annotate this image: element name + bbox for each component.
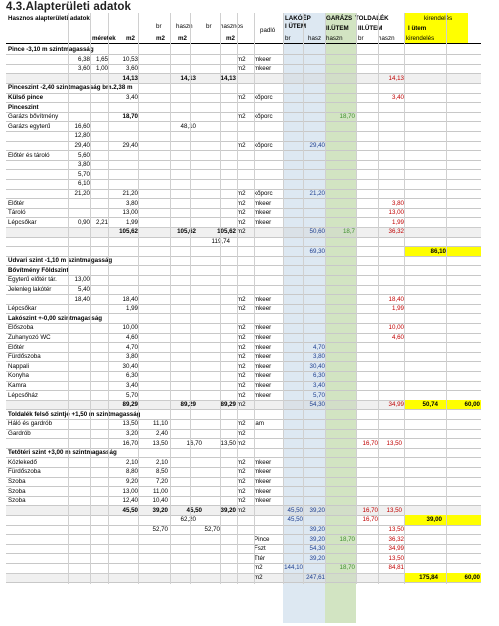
header-lakoep-br: br <box>285 35 291 42</box>
column-divider <box>190 13 191 584</box>
row-divider <box>6 544 481 545</box>
cell-hasznos: 52,70 <box>204 526 220 533</box>
cell-m2: 30,40 <box>122 362 138 370</box>
header-kir-sub: kirendelés <box>406 35 435 42</box>
cell-iii-br: 16,70 <box>362 506 378 514</box>
cell-lh: 54,30 <box>309 401 325 409</box>
cell-kir: 34,99 <box>388 401 404 409</box>
cell-hasznos-total: 119,74 <box>211 238 230 245</box>
cell-padlo: m2 <box>254 574 263 581</box>
cell-hasznos: 89,29 <box>220 401 236 409</box>
cell-kir: 4,60 <box>391 334 404 341</box>
header-iii-utem: III.ÜTEM <box>358 25 383 32</box>
cell-padlo: mkeer <box>254 372 272 380</box>
cell-label: Lépcsőkar <box>8 218 37 226</box>
cell-br: 89,29 <box>180 401 196 409</box>
cell-padlo: mkeer <box>254 458 272 466</box>
cell-m2: 13,00 <box>122 209 138 217</box>
cell-unit: m2 <box>237 497 246 505</box>
cell-label: Fürdőszoba <box>8 468 41 476</box>
cell-lh: 29,40 <box>309 142 325 149</box>
header-haszn3: haszn <box>378 35 395 42</box>
row-divider <box>6 525 481 526</box>
header-toldalek: TOLDALÉK <box>355 15 389 22</box>
cell-lh: 3,80 <box>312 353 325 361</box>
cell-padlo: lam <box>254 420 264 428</box>
cell-haszn: 52,70 <box>152 526 168 533</box>
cell-unit: m2 <box>237 305 246 313</box>
cell-m2: 9,20 <box>125 478 138 485</box>
cell-m2: 18,70 <box>122 113 138 121</box>
cell-unit: m2 <box>237 142 246 149</box>
cell-label: Lakószint +-0,00 szintmagasság <box>8 314 103 322</box>
cell-hasznos: 13,50 <box>220 439 236 447</box>
column-divider <box>446 13 447 584</box>
cell-br: 45,50 <box>186 506 202 514</box>
cell-unit: m2 <box>237 199 246 207</box>
row-divider <box>6 563 481 564</box>
header-lakoep-hasz: hasz <box>308 35 322 42</box>
cell-ii: 18,70 <box>339 535 355 543</box>
cell-lh: 21,20 <box>309 190 325 197</box>
cell-padlo: mkeer <box>254 382 272 389</box>
cell-label: Előszoba <box>8 324 34 332</box>
cell-lh: 5,70 <box>312 391 325 399</box>
cell-a: 5,60 <box>77 151 90 159</box>
cell-padlo: kőporc <box>254 190 273 197</box>
cell-unit: m2 <box>237 334 246 341</box>
cell-lbr: 144,10 <box>284 564 303 572</box>
cell-kir: 1,99 <box>391 305 404 313</box>
cell-lh: 50,60 <box>309 228 325 236</box>
cell-lh: 6,30 <box>312 372 325 380</box>
header-meretek: méretek <box>92 35 116 42</box>
column-divider <box>404 13 405 584</box>
cell-padlo: mkeer <box>254 55 272 63</box>
cell-br: 105,62 <box>177 228 196 236</box>
column-divider <box>356 13 357 584</box>
cell-unit: m2 <box>237 190 246 197</box>
column-divider <box>237 13 238 584</box>
header-haszn: haszn <box>176 23 193 30</box>
cell-b: 1,65 <box>95 55 108 63</box>
cell-label: Előtér és tároló <box>8 151 50 159</box>
cell-unit: m2 <box>237 478 246 485</box>
cell-m2: 5,70 <box>125 391 138 399</box>
cell-iii-br: 16,70 <box>362 439 378 447</box>
cell-lh: 30,40 <box>309 362 325 370</box>
cell-a: 0,90 <box>77 218 90 226</box>
cell-kir: 3,40 <box>391 94 404 101</box>
cell-kir: 3,80 <box>391 199 404 207</box>
cell-label: Előtér <box>8 199 25 207</box>
cell-label: Háló és gardrób <box>8 420 53 428</box>
row-divider <box>6 582 481 583</box>
column-divider <box>68 13 69 584</box>
cell-padlo: mkeer <box>254 343 272 351</box>
cell-a: 21,20 <box>74 190 90 197</box>
cell-label: Pinceszint <box>8 103 39 111</box>
cell-a: 3,60 <box>77 65 90 73</box>
cell-unit: m2 <box>237 372 246 380</box>
column-divider <box>108 13 109 584</box>
cell-haszn: 2,10 <box>155 458 168 466</box>
cell-unit: m2 <box>237 209 246 217</box>
column-divider <box>325 13 326 584</box>
cell-m2: 3,40 <box>125 382 138 389</box>
cell-hasznos: 14,13 <box>220 74 236 82</box>
cell-unit: m2 <box>237 228 246 236</box>
cell-haszn: 7,20 <box>155 478 168 485</box>
cell-unit: m2 <box>237 506 246 514</box>
cell-padlo: mkeer <box>254 199 272 207</box>
cell-label: Tetőtéri szint +3,00 m szintmagasság <box>8 449 117 457</box>
cell-unit: m2 <box>237 55 246 63</box>
cell-haszn: 8,50 <box>155 468 168 476</box>
cell-iii-h: 13,50 <box>386 506 402 514</box>
cell-a: 16,60 <box>74 122 90 130</box>
cell-m2: 1,99 <box>125 218 138 226</box>
cell-padlo: mkeer <box>254 353 272 361</box>
cell-lh: 39,20 <box>309 535 325 543</box>
cell-hasznos: 39,20 <box>220 506 236 514</box>
cell-m2: 3,20 <box>125 430 138 437</box>
cell-kir-total: 86,10 <box>430 247 446 255</box>
cell-padlo: mkeer <box>254 497 272 505</box>
cell-padlo: kőporc <box>254 113 273 121</box>
cell-kir: 1,99 <box>391 218 404 226</box>
cell-kir: 36,32 <box>388 535 404 543</box>
cell-lbr: 45,50 <box>287 516 303 524</box>
cell-padlo: mkeer <box>254 295 272 303</box>
cell-kir: 14,13 <box>388 74 404 82</box>
cell-padlo: m2 <box>254 564 263 572</box>
column-divider <box>254 13 255 584</box>
cell-br: 14,13 <box>180 74 196 82</box>
cell-ii: 18,70 <box>339 564 355 572</box>
cell-m2: 14,13 <box>122 74 138 82</box>
cell-unit: m2 <box>237 458 246 466</box>
header-garazs: GARÁZS <box>326 15 353 22</box>
column-divider <box>378 13 379 584</box>
cell-m2: 13,50 <box>122 420 138 428</box>
cell-unit: m2 <box>237 382 246 389</box>
cell-label: Toldalék felső szintje +1,50 m szintmagasság <box>8 410 141 418</box>
cell-unit: m2 <box>237 353 246 361</box>
cell-label: Garázs bővítmény <box>8 113 59 121</box>
cell-padlo: mkeer <box>254 65 272 73</box>
cell-iii-h: 13,50 <box>386 439 402 447</box>
cell-lbr: 45,50 <box>287 506 303 514</box>
header-padlo: padló <box>260 27 276 34</box>
cell-label: Lépcsőkar <box>8 305 37 313</box>
cell-kir: 13,00 <box>388 209 404 217</box>
cell-unit: m2 <box>237 391 246 399</box>
cell-a: 3,80 <box>77 161 90 169</box>
cell-unit: m2 <box>237 487 246 495</box>
cell-label: Konyha <box>8 372 29 380</box>
header-hasznos-m2: m2 <box>226 35 235 42</box>
cell-br: 62,20 <box>180 516 196 524</box>
cell-label: Kamra <box>8 382 27 389</box>
cell-label: Zuhanyozó WC <box>8 334 51 341</box>
cell-lh: 39,20 <box>309 526 325 533</box>
cell-hasznos: 105,62 <box>217 228 236 236</box>
header-lakoep-utem: I ÜTEM <box>285 23 306 30</box>
header-br-m2: m2 <box>156 35 165 42</box>
header-divider <box>6 43 481 44</box>
cell-label: Előtér <box>8 343 25 351</box>
cell-m2: 4,70 <box>125 343 138 351</box>
cell-m2: 8,80 <box>125 468 138 476</box>
cell-label: Szoba <box>8 478 26 485</box>
cell-padlo: mkeer <box>254 209 272 217</box>
cell-m2: 6,30 <box>125 372 138 380</box>
cell-m2: 21,20 <box>122 190 138 197</box>
header-hasznos: hasznos <box>220 23 244 30</box>
cell-padlo: kőporc <box>254 94 273 101</box>
cell-padlo: kőporc <box>254 142 273 149</box>
cell-m2: 16,70 <box>122 439 138 447</box>
cell-padlo: mkeer <box>254 305 272 313</box>
cell-padlo: mkeer <box>254 468 272 476</box>
cell-padlo: mkeer <box>254 487 272 495</box>
column-divider <box>303 13 304 584</box>
cell-b: 1,00 <box>95 65 108 73</box>
column-divider <box>283 13 284 584</box>
cell-haszn: 39,20 <box>152 506 168 514</box>
cell-haszn: 10,40 <box>152 497 168 505</box>
cell-lh: 39,20 <box>309 554 325 562</box>
cell-k1: 175,84 <box>419 574 438 581</box>
row-divider <box>6 237 481 238</box>
row-divider <box>6 534 481 535</box>
cell-k1-total: 39,00 <box>426 516 442 524</box>
cell-unit: m2 <box>237 401 246 409</box>
cell-label: Gardrób <box>8 430 31 437</box>
cell-m2: 29,40 <box>122 142 138 149</box>
page-title: 4.3.Alapterületi adatok <box>6 1 132 13</box>
cell-br: 48,10 <box>180 122 196 130</box>
header-ii-utem: II.ÜTEM <box>326 25 349 32</box>
cell-m2: 4,60 <box>125 334 138 341</box>
cell-k1: 50,74 <box>422 401 438 409</box>
cell-lh: 247,61 <box>306 574 325 581</box>
cell-iii-br: 16,70 <box>362 516 378 524</box>
cell-unit: m2 <box>237 94 246 101</box>
cell-label: Pinceszint -2,40 szintmagasság bm.2,38 m <box>8 84 133 92</box>
cell-label: Szoba <box>8 487 26 495</box>
header-kir-utem: I ütem <box>408 25 427 32</box>
column-divider <box>220 13 221 584</box>
cell-m2: 89,29 <box>122 401 138 409</box>
cell-label: Udvari szint -1,10 m szintmagasság <box>8 257 113 265</box>
column-divider <box>170 13 171 584</box>
row-divider <box>6 553 481 554</box>
cell-m2: 3,80 <box>125 199 138 207</box>
cell-a: 18,40 <box>74 295 90 303</box>
header-title: Hasznos alapterületi adatok <box>8 15 90 22</box>
cell-unit: m2 <box>237 218 246 226</box>
cell-br: 16,70 <box>186 439 202 447</box>
cell-padlo: Ttér <box>254 554 266 562</box>
cell-haszn: 11,10 <box>152 420 168 428</box>
column-divider <box>138 13 139 584</box>
cell-kir: 10,00 <box>388 324 404 332</box>
cell-k2: 60,00 <box>464 401 480 409</box>
cell-kir: 36,32 <box>388 228 404 236</box>
cell-padlo: mkeer <box>254 324 272 332</box>
cell-k2: 60,00 <box>464 574 480 581</box>
cell-ii: 18,7 <box>342 228 355 236</box>
cell-unit: m2 <box>237 324 246 332</box>
cell-m2: 3,80 <box>125 353 138 361</box>
header-lakoep: LAKÓÉP <box>285 15 311 22</box>
cell-m2: 45,50 <box>122 506 138 514</box>
cell-label: Egyterű előtér tár. <box>8 276 57 284</box>
cell-unit: m2 <box>237 113 246 121</box>
cell-lh: 3,40 <box>312 382 325 389</box>
cell-m2: 10,53 <box>122 55 138 63</box>
cell-m2: 3,60 <box>125 65 138 73</box>
cell-padlo: Pince <box>254 535 270 543</box>
cell-a: 5,70 <box>77 170 90 178</box>
cell-label: Szoba <box>8 497 26 505</box>
cell-kir: 13,50 <box>388 526 404 533</box>
cell-lh-total: 69,30 <box>309 247 325 255</box>
cell-a: 5,40 <box>77 286 90 293</box>
cell-m2: 1,99 <box>125 305 138 313</box>
header-br3: br <box>358 35 364 42</box>
cell-label: Közlekedő <box>8 458 37 466</box>
cell-haszn: 2,40 <box>155 430 168 437</box>
area-table <box>6 13 481 623</box>
cell-label: Tároló <box>8 209 26 217</box>
header-m2: m2 <box>126 35 135 42</box>
cell-unit: m2 <box>237 468 246 476</box>
cell-m2: 13,00 <box>122 487 138 495</box>
header-br2: br <box>206 23 212 30</box>
garazs-column-band <box>325 13 356 623</box>
cell-padlo: mkeer <box>254 218 272 226</box>
cell-label: Bővítmény Földszint <box>8 266 69 274</box>
cell-ii: 18,70 <box>339 113 355 121</box>
cell-label: Pince -3,10 m szintmagasság <box>8 46 94 53</box>
cell-padlo: mkeer <box>254 391 272 399</box>
cell-unit: m2 <box>237 430 246 437</box>
cell-m2: 18,40 <box>122 295 138 303</box>
cell-label: Fürdőszoba <box>8 353 41 361</box>
cell-label: Külső pince <box>8 94 44 101</box>
cell-padlo: mkeer <box>254 362 272 370</box>
cell-m2: 3,40 <box>125 94 138 101</box>
cell-a: 12,80 <box>74 132 90 140</box>
cell-m2: 105,62 <box>119 228 138 236</box>
cell-unit: m2 <box>237 343 246 351</box>
cell-unit: m2 <box>237 362 246 370</box>
cell-kir: 18,40 <box>388 295 404 303</box>
cell-a: 6,10 <box>77 180 90 188</box>
header-haszn-m2: m2 <box>178 35 187 42</box>
cell-haszn: 11,00 <box>152 487 168 495</box>
cell-label: Lépcsőház <box>8 391 38 399</box>
header-haszn2: haszn <box>326 35 343 42</box>
cell-m2: 12,40 <box>122 497 138 505</box>
cell-unit: m2 <box>237 295 246 303</box>
cell-m2: 10,00 <box>122 324 138 332</box>
header-kirendeles: kirendelés <box>424 15 453 22</box>
cell-kir: 34,99 <box>388 545 404 553</box>
cell-label: Jelenleg lakótér <box>8 286 52 293</box>
cell-b: 2,21 <box>95 218 108 226</box>
cell-padlo: mkeer <box>254 478 272 485</box>
cell-unit: m2 <box>237 420 246 428</box>
cell-a: 6,38 <box>77 55 90 63</box>
cell-unit: m2 <box>237 439 246 447</box>
cell-label: Garázs egyterű <box>8 122 51 130</box>
cell-padlo: Fszt <box>254 545 266 553</box>
cell-kir: 84,81 <box>388 564 404 572</box>
cell-unit: m2 <box>237 65 246 73</box>
cell-a: 29,40 <box>74 142 90 149</box>
cell-a: 13,00 <box>74 276 90 284</box>
cell-kir: 13,50 <box>388 554 404 562</box>
cell-lh: 39,20 <box>309 506 325 514</box>
cell-m2: 2,10 <box>125 458 138 466</box>
cell-padlo: mkeer <box>254 334 272 341</box>
cell-label: Nappali <box>8 362 29 370</box>
cell-haszn: 13,50 <box>152 439 168 447</box>
column-divider <box>90 13 91 584</box>
header-br: br <box>156 23 162 30</box>
cell-lh: 54,30 <box>309 545 325 553</box>
cell-lh: 4,70 <box>312 343 325 351</box>
